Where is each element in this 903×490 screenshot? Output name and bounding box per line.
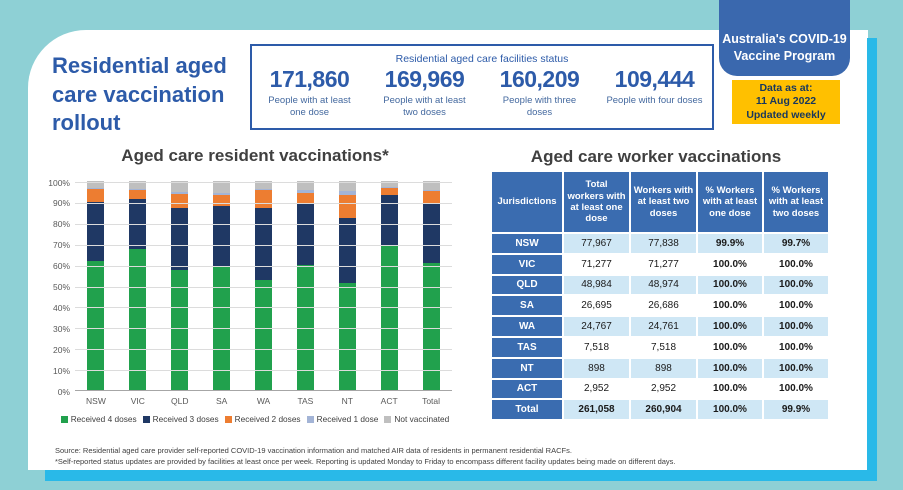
table-cell: 2,952 (564, 380, 629, 399)
y-tick-label: 10% (52, 365, 70, 376)
bar-segment (297, 265, 314, 390)
bar-segment (213, 195, 230, 206)
table-header-cell: % Workers with at least one dose (698, 172, 762, 232)
bar-segment (171, 208, 188, 270)
table-cell: 26,695 (564, 296, 629, 315)
legend-label: Received 3 doses (152, 414, 219, 424)
legend-label: Received 1 dose (316, 414, 379, 424)
stat-label: People with at least one dose (268, 95, 351, 118)
legend-label: Received 4 doses (70, 414, 137, 424)
stat-two-doses (367, 66, 482, 119)
table-row-label: WA (492, 317, 562, 336)
legend-item (384, 414, 449, 424)
table-cell: 100.0% (698, 400, 762, 419)
gridline-20% (75, 349, 452, 350)
page-title: Residential aged care vaccination rollout (52, 53, 227, 136)
legend-swatch-icon (384, 416, 391, 423)
stat-value: 171,860 (269, 66, 350, 92)
legend-item (307, 414, 379, 424)
table-cell: 71,277 (631, 255, 696, 274)
source-note: Source: Residential aged care provider self-reported COVID-19 vaccination information and matched AIR data of residents in permanent residential RACFs. (55, 446, 572, 455)
table-cell: 100.0% (764, 255, 828, 274)
facilities-status-header: Residential aged care facilities status (395, 53, 569, 65)
right-accent-bar (867, 38, 877, 480)
bar-segment (87, 202, 104, 262)
table-cell: 100.0% (764, 296, 828, 315)
stat-four-doses (597, 66, 712, 119)
gridline-80% (75, 224, 452, 225)
table-row-label: NT (492, 359, 562, 378)
y-tick-label: 80% (52, 219, 70, 230)
table-row-label: TAS (492, 338, 562, 357)
y-tick-label: 50% (52, 282, 70, 292)
table-cell: 99.7% (764, 234, 828, 253)
table-cell: 100.0% (764, 338, 828, 357)
table-cell: 77,838 (631, 234, 696, 253)
data-asat-line3: Updated weekly (746, 108, 826, 121)
table-cell: 99.9% (764, 400, 828, 419)
table-cell: 24,767 (564, 317, 629, 336)
legend-swatch-icon (143, 416, 150, 423)
gridline-100% (75, 182, 452, 183)
table-cell: 99.9% (698, 234, 762, 253)
table-cell: 100.0% (698, 380, 762, 399)
table-cell: 100.0% (764, 359, 828, 378)
table-cell: 260,904 (631, 400, 696, 419)
bar-segment (213, 206, 230, 267)
table-cell: 100.0% (698, 276, 762, 295)
table-header-cell: Workers with at least two doses (631, 172, 696, 232)
table-cell: 100.0% (698, 317, 762, 336)
table-cell: 26,686 (631, 296, 696, 315)
bar-segment (171, 270, 188, 390)
table-row-label: NSW (492, 234, 562, 253)
table-cell: 48,974 (631, 276, 696, 295)
y-tick-label: 60% (52, 261, 70, 272)
facilities-status-box (250, 44, 714, 130)
y-tick-label: 70% (52, 240, 70, 251)
legend-label: Received 2 doses (234, 414, 301, 424)
gridline-40% (75, 307, 452, 308)
x-axis-label: TAS (297, 396, 314, 406)
y-tick-label: 90% (52, 198, 70, 209)
y-tick-label: 100% (48, 177, 70, 188)
bar-segment (255, 190, 272, 208)
bar-segment (129, 190, 146, 198)
table-row-label: Total (492, 400, 562, 419)
legend-swatch-icon (307, 416, 314, 423)
gridline-60% (75, 266, 452, 267)
stat-value: 109,444 (614, 66, 695, 92)
table-cell: 100.0% (764, 317, 828, 336)
table-cell: 261,058 (564, 400, 629, 419)
y-tick-label: 20% (52, 344, 70, 355)
table-cell: 898 (564, 359, 629, 378)
program-badge-line1: Australia's COVID-19 (722, 32, 847, 47)
table-cell: 100.0% (698, 255, 762, 274)
gridline-10% (75, 370, 452, 371)
gridline-50% (75, 287, 452, 288)
stat-three-doses (482, 66, 597, 119)
y-tick-label: 40% (52, 302, 70, 313)
gridline-90% (75, 203, 452, 204)
facilities-status-row (252, 66, 712, 119)
legend-swatch-icon (61, 416, 68, 423)
footer-notes (55, 445, 855, 468)
legend-item (143, 414, 219, 424)
resident-chart-xlabels (75, 396, 452, 406)
table-cell: 100.0% (764, 380, 828, 399)
stat-label: People with four doses (606, 95, 703, 106)
table-cell: 100.0% (698, 296, 762, 315)
x-axis-label: WA (256, 396, 271, 406)
bar-segment (339, 195, 356, 218)
table-row-label: ACT (492, 380, 562, 399)
x-axis-label: QLD (170, 396, 189, 406)
table-cell: 24,761 (631, 317, 696, 336)
bar-segment (171, 194, 188, 209)
data-asat-line1: Data as at: (759, 81, 813, 94)
table-cell: 71,277 (564, 255, 629, 274)
x-axis-label: ACT (380, 396, 398, 406)
table-cell: 898 (631, 359, 696, 378)
program-badge (719, 0, 850, 76)
table-header-cell: Total workers with at least one dose (564, 172, 629, 232)
legend-label: Not vaccinated (394, 414, 450, 424)
table-cell: 77,967 (564, 234, 629, 253)
y-tick-label: 30% (52, 323, 70, 334)
table-cell: 7,518 (564, 338, 629, 357)
table-row-label: QLD (492, 276, 562, 295)
legend-swatch-icon (225, 416, 232, 423)
table-row-label: VIC (492, 255, 562, 274)
table-header-cell: % Workers with at least two doses (764, 172, 828, 232)
worker-table-title: Aged care worker vaccinations (530, 147, 782, 166)
bar-segment (339, 218, 356, 284)
program-badge-line2: Vaccine Program (733, 49, 836, 64)
table-cell: 7,518 (631, 338, 696, 357)
legend-item (225, 414, 301, 424)
bar-segment (129, 249, 146, 390)
resident-chart-title: Aged care resident vaccinations* (121, 146, 389, 165)
worker-table (492, 172, 828, 419)
stat-label: People with three doses (502, 95, 577, 118)
data-asat-box (732, 80, 840, 124)
gridline-70% (75, 245, 452, 246)
asterisk-note: *Self-reported status updates are provided by facilities at least once per week. Reporting is updated Monday to Friday to encompass different facility updates being made on different days. (55, 457, 676, 467)
table-header-cell: Jurisdictions (492, 172, 562, 232)
resident-chart-legend (30, 414, 480, 424)
table-cell: 100.0% (698, 338, 762, 357)
stat-one-dose (252, 66, 367, 119)
bottom-accent-bar (45, 470, 877, 481)
x-axis-label: SA (215, 396, 228, 406)
bar-segment (255, 280, 272, 390)
bar-segment (423, 191, 440, 202)
table-cell: 100.0% (764, 276, 828, 295)
bar-segment (423, 203, 440, 263)
resident-chart-plot (48, 177, 452, 397)
gridline-30% (75, 328, 452, 329)
table-cell: 48,984 (564, 276, 629, 295)
data-asat-line2: 11 Aug 2022 (755, 95, 817, 108)
y-tick-label: 0% (57, 386, 70, 397)
x-axis-label: VIC (130, 396, 145, 406)
x-axis-label: NT (341, 396, 353, 406)
table-cell: 100.0% (698, 359, 762, 378)
bar-segment (297, 204, 314, 265)
x-axis-label: NSW (86, 396, 106, 406)
table-cell: 2,952 (631, 380, 696, 399)
x-axis-label: Total (422, 396, 441, 406)
bar-segment (339, 283, 356, 390)
stat-value: 169,969 (384, 66, 465, 92)
table-row-label: SA (492, 296, 562, 315)
stat-value: 160,209 (499, 66, 580, 92)
legend-item (61, 414, 137, 424)
stat-label: People with at least two doses (383, 95, 466, 118)
bar-segment (87, 189, 104, 202)
